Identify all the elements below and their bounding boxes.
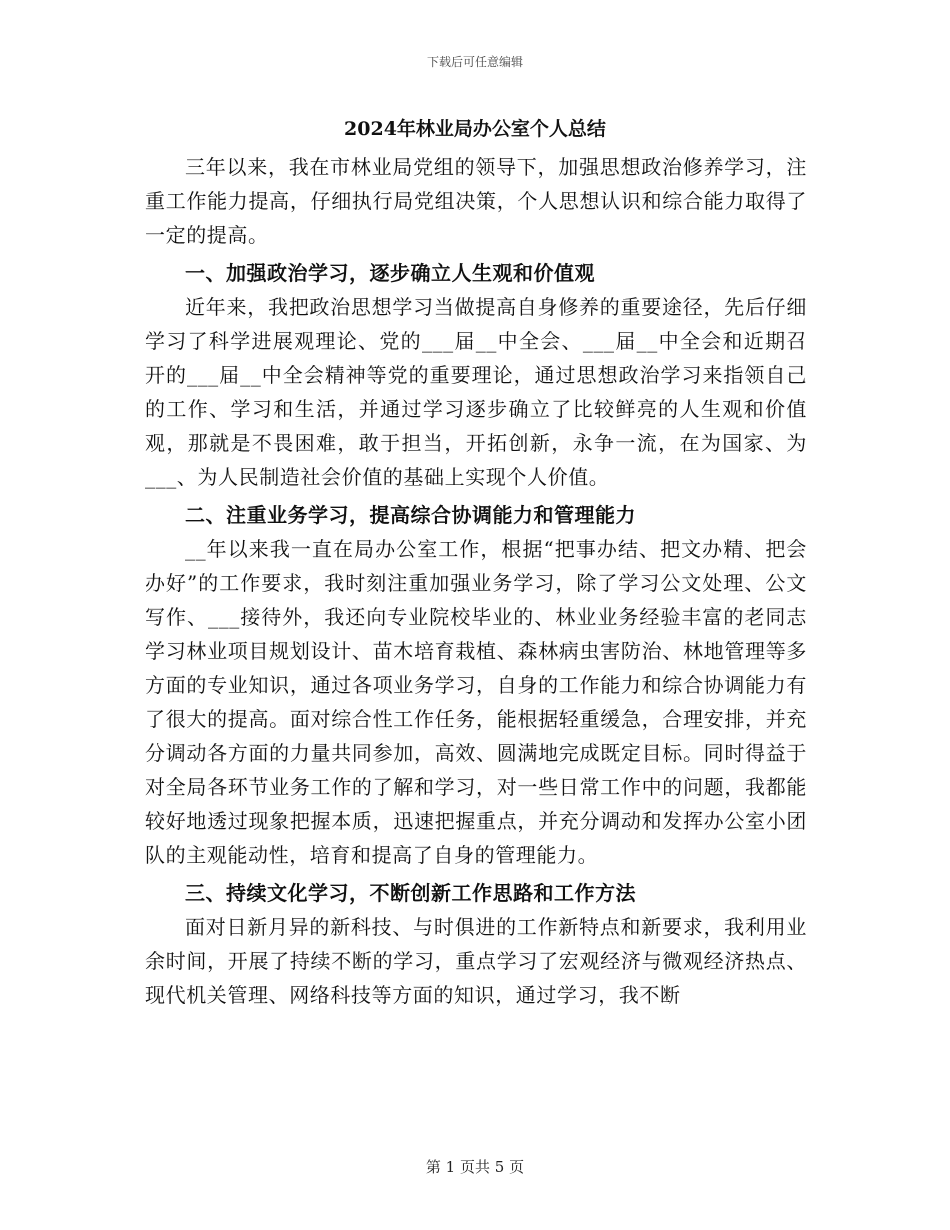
section-3-heading: 三、持续文化学习，不断创新工作思路和工作方法 bbox=[185, 881, 636, 905]
page-number: 第 1 页共 5 页 bbox=[425, 1158, 525, 1176]
section-3-paragraph: 面对日新月异的新科技、与时俱进的工作新特点和新要求，我利用业余时间，开展了持续不断的学习，重点学习了宏观经济与微观经济热点、现代机关管理、网络科技等方面的知识，通过学习，我不断 bbox=[145, 915, 807, 1007]
section-2-heading: 二、注重业务学习，提高综合协调能力和管理能力 bbox=[185, 503, 636, 527]
document-body bbox=[145, 150, 807, 1012]
section-1-paragraph: 近年来，我把政治思想学习当做提高自身修养的重要途径，先后仔细学习了科学进展观理论、党的___届__中全会、___届__中全会和近期召开的___届__中全会精神等党的重要理论，通过思想政治学习来指领自己的工作、学习和生活，并通过学习逐步确立了比较鲜亮的人生观和价值观，那就是不畏困难，敢于担当，开拓创新，永争一流，在为国家、为___、为人民制造社会价值的基础上实现个人价值。 bbox=[145, 295, 807, 489]
section-1-heading: 一、加强政治学习，逐步确立人生观和价值观 bbox=[185, 261, 595, 285]
intro-paragraph: 三年以来，我在市林业局党组的领导下，加强思想政治修养学习，注重工作能力提高，仔细执行局党组决策，个人思想认识和综合能力取得了一定的提高。 bbox=[145, 155, 807, 247]
page-header-note: 下载后可任意编辑 bbox=[426, 55, 523, 69]
section-2-paragraph: __年以来我一直在局办公室工作，根据“把事办结、把文办精、把会办好”的工作要求，我时刻注重加强业务学习，除了学习公文处理、公文写作、___接待外，我还向专业院校毕业的、林业业务经验丰富的老同志学习林业项目规划设计、苗木培育栽植、森林病虫害防治、林地管理等多方面的专业知识，通过各项业务学习，自身的工作能力和综合协调能力有了很大的提高。面对综合性工作任务，能根据轻重缓急，合理安排，并充分调动各方面的力量共同参加，高效、圆满地完成既定目标。同时得益于对全局各环节业务工作的了解和学习，对一些日常工作中的问题，我都能较好地透过现象把握本质，迅速把握重点，并充分调动和发挥办公室小团队的主观能动性，培育和提高了自身的管理能力。 bbox=[145, 537, 807, 867]
document-title: 2024年林业局办公室个人总结 bbox=[344, 118, 606, 140]
